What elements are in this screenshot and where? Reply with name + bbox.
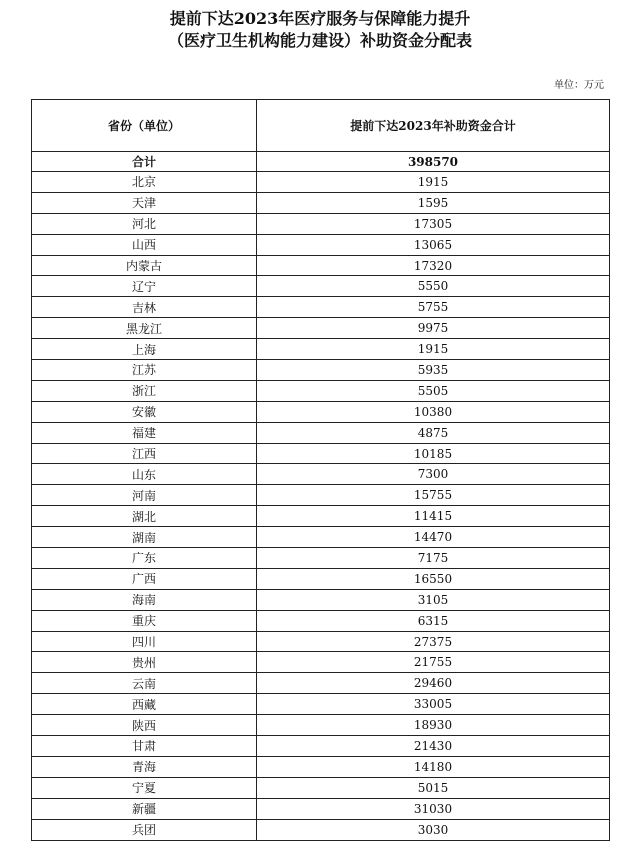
amount-cell: 27375 xyxy=(257,631,610,652)
province-cell: 海南 xyxy=(32,589,257,610)
document-title-line-2: （医疗卫生机构能力建设）补助资金分配表 xyxy=(167,31,472,50)
province-cell: 青海 xyxy=(32,756,257,777)
table-body xyxy=(32,152,610,841)
table-row xyxy=(32,715,610,736)
table-row xyxy=(32,819,610,840)
amount-cell: 5935 xyxy=(257,360,610,381)
table-row xyxy=(32,380,610,401)
province-cell: 内蒙古 xyxy=(32,255,257,276)
amount-cell: 21755 xyxy=(257,652,610,673)
province-cell: 福建 xyxy=(32,422,257,443)
amount-cell: 17305 xyxy=(257,213,610,234)
amount-cell: 6315 xyxy=(257,610,610,631)
amount-cell: 11415 xyxy=(257,506,610,527)
amount-cell: 15755 xyxy=(257,485,610,506)
amount-cell: 13065 xyxy=(257,234,610,255)
province-cell: 山东 xyxy=(32,464,257,485)
amount-cell: 4875 xyxy=(257,422,610,443)
table-header-row xyxy=(32,100,610,152)
amount-cell: 5550 xyxy=(257,276,610,297)
table-row xyxy=(32,276,610,297)
province-cell: 陕西 xyxy=(32,715,257,736)
table-row xyxy=(32,777,610,798)
table-row xyxy=(32,548,610,569)
table-row xyxy=(32,652,610,673)
amount-cell: 5505 xyxy=(257,380,610,401)
amount-cell: 10185 xyxy=(257,443,610,464)
province-cell: 江西 xyxy=(32,443,257,464)
province-cell: 上海 xyxy=(32,339,257,360)
province-cell: 河北 xyxy=(32,213,257,234)
amount-cell: 3105 xyxy=(257,589,610,610)
amount-cell: 1595 xyxy=(257,192,610,213)
amount-cell: 17320 xyxy=(257,255,610,276)
province-cell: 广东 xyxy=(32,548,257,569)
amount-cell: 16550 xyxy=(257,568,610,589)
table-row xyxy=(32,568,610,589)
province-cell: 贵州 xyxy=(32,652,257,673)
table-row xyxy=(32,485,610,506)
province-cell: 北京 xyxy=(32,172,257,193)
province-cell: 辽宁 xyxy=(32,276,257,297)
province-cell: 云南 xyxy=(32,673,257,694)
amount-cell: 3030 xyxy=(257,819,610,840)
allocation-table xyxy=(31,99,610,841)
table-row xyxy=(32,318,610,339)
table-row xyxy=(32,255,610,276)
table-row xyxy=(32,527,610,548)
table-row xyxy=(32,213,610,234)
amount-cell: 7300 xyxy=(257,464,610,485)
amount-cell: 1915 xyxy=(257,172,610,193)
amount-cell: 9975 xyxy=(257,318,610,339)
province-cell: 兵团 xyxy=(32,819,257,840)
province-cell: 宁夏 xyxy=(32,777,257,798)
province-cell: 江苏 xyxy=(32,360,257,381)
province-cell: 广西 xyxy=(32,568,257,589)
table-row xyxy=(32,443,610,464)
amount-cell: 5015 xyxy=(257,777,610,798)
table-row xyxy=(32,694,610,715)
table-row xyxy=(32,234,610,255)
table-row xyxy=(32,172,610,193)
table-row xyxy=(32,339,610,360)
table-row xyxy=(32,631,610,652)
header-province: 省份（单位） xyxy=(32,100,257,152)
unit-label: 单位：万元 xyxy=(554,80,604,91)
province-cell: 吉林 xyxy=(32,297,257,318)
table-row xyxy=(32,297,610,318)
amount-cell: 14180 xyxy=(257,756,610,777)
total-row xyxy=(32,152,610,172)
amount-cell: 7175 xyxy=(257,548,610,569)
table-row xyxy=(32,464,610,485)
table-row xyxy=(32,192,610,213)
province-cell: 浙江 xyxy=(32,380,257,401)
amount-cell: 29460 xyxy=(257,673,610,694)
province-cell: 天津 xyxy=(32,192,257,213)
province-cell: 新疆 xyxy=(32,798,257,819)
amount-cell: 1915 xyxy=(257,339,610,360)
province-cell: 黑龙江 xyxy=(32,318,257,339)
total-value: 398570 xyxy=(257,152,610,172)
table-row xyxy=(32,610,610,631)
amount-cell: 14470 xyxy=(257,527,610,548)
amount-cell: 10380 xyxy=(257,401,610,422)
table-row xyxy=(32,506,610,527)
amount-cell: 5755 xyxy=(257,297,610,318)
amount-cell: 18930 xyxy=(257,715,610,736)
province-cell: 四川 xyxy=(32,631,257,652)
amount-cell: 31030 xyxy=(257,798,610,819)
province-cell: 重庆 xyxy=(32,610,257,631)
table-row xyxy=(32,360,610,381)
province-cell: 湖南 xyxy=(32,527,257,548)
province-cell: 甘肃 xyxy=(32,736,257,757)
amount-cell: 33005 xyxy=(257,694,610,715)
province-cell: 湖北 xyxy=(32,506,257,527)
province-cell: 安徽 xyxy=(32,401,257,422)
header-amount: 提前下达2023年补助资金合计 xyxy=(257,100,610,152)
province-cell: 西藏 xyxy=(32,694,257,715)
table-row xyxy=(32,736,610,757)
province-cell: 山西 xyxy=(32,234,257,255)
table-row xyxy=(32,422,610,443)
table-row xyxy=(32,798,610,819)
province-cell: 河南 xyxy=(32,485,257,506)
amount-cell: 21430 xyxy=(257,736,610,757)
table-row xyxy=(32,673,610,694)
table-row xyxy=(32,401,610,422)
total-label: 合计 xyxy=(32,152,257,172)
table-row xyxy=(32,756,610,777)
document-title-line-1: 提前下达2023年医疗服务与保障能力提升 xyxy=(169,9,471,28)
table-row xyxy=(32,589,610,610)
